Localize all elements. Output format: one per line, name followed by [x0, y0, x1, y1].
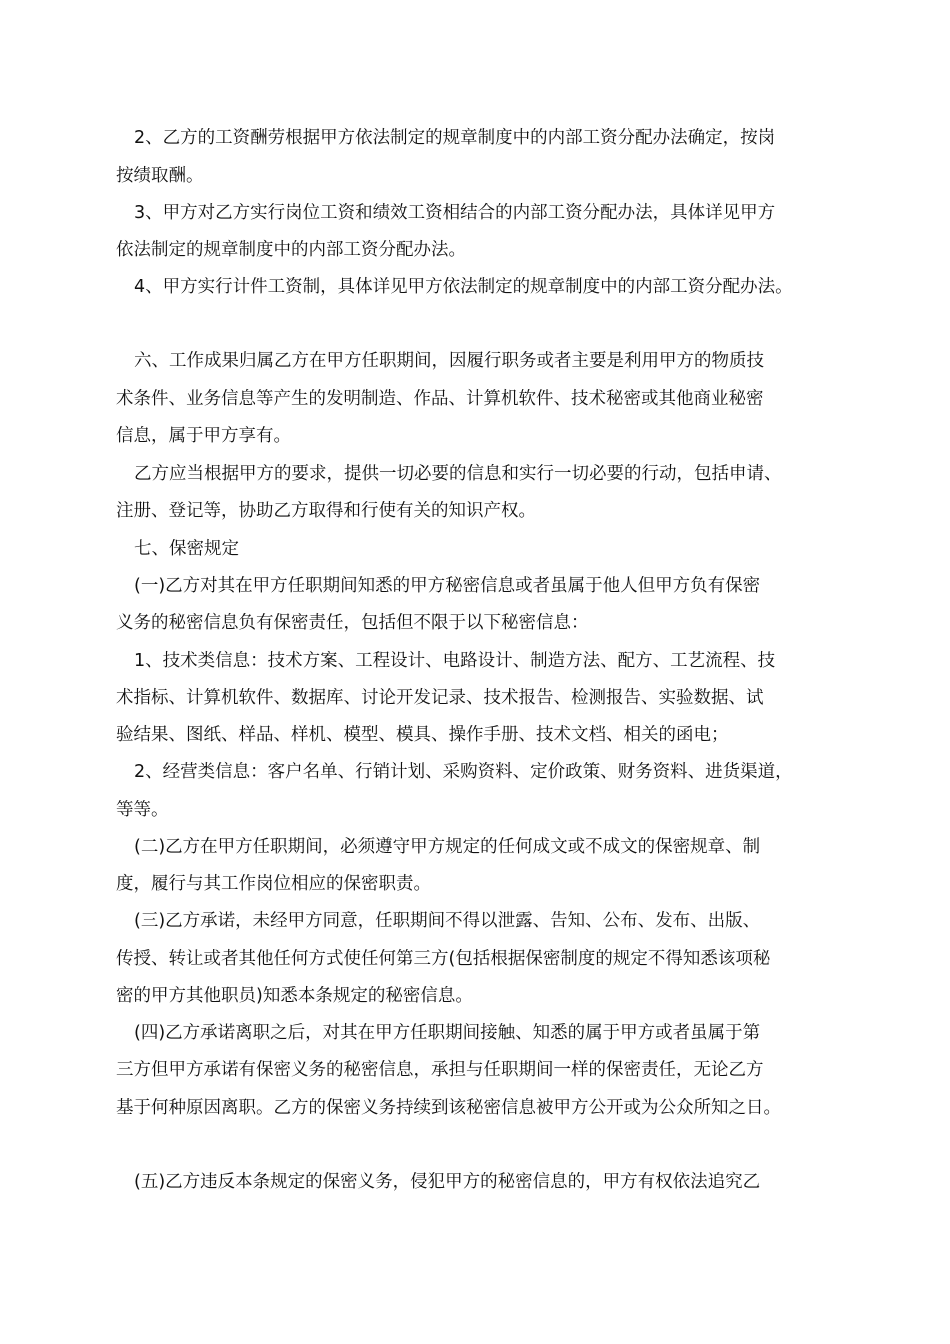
- paragraph-line: (四)乙方承诺离职之后，对其在甲方任职期间接触、知悉的属于甲方或者虽属于第: [134, 1023, 761, 1043]
- paragraph-line: (二)乙方在甲方任职期间，必须遵守甲方规定的任何成文或不成文的保密规章、制: [134, 837, 761, 857]
- paragraph-line: 传授、转让或者其他任何方式使任何第三方(包括根据保密制度的规定不得知悉该项秘: [116, 949, 771, 969]
- paragraph-line: (五)乙方违反本条规定的保密义务，侵犯甲方的秘密信息的，甲方有权依法追究乙: [134, 1172, 761, 1192]
- paragraph-line: 乙方应当根据甲方的要求，提供一切必要的信息和实行一切必要的行动，包括申请、: [134, 464, 782, 484]
- paragraph-line: 3、甲方对乙方实行岗位工资和绩效工资相结合的内部工资分配办法，具体详见甲方: [134, 203, 776, 223]
- paragraph-line: 三方但甲方承诺有保密义务的秘密信息，承担与任职期间一样的保密责任，无论乙方: [116, 1060, 764, 1080]
- paragraph-line: 2、乙方的工资酬劳根据甲方依法制定的规章制度中的内部工资分配办法确定，按岗: [134, 128, 776, 148]
- paragraph-line: 4、甲方实行计件工资制，具体详见甲方依法制定的规章制度中的内部工资分配办法。: [134, 277, 793, 297]
- paragraph-line: 基于何种原因离职。乙方的保密义务持续到该秘密信息被甲方公开或为公众所知之日。: [116, 1098, 781, 1118]
- paragraph-line: 2、经营类信息：客户名单、行销计划、采购资料、定价政策、财务资料、进货渠道，: [134, 762, 793, 782]
- section-heading-line: 六、工作成果归属乙方在甲方任职期间，因履行职务或者主要是利用甲方的物质技: [134, 351, 764, 371]
- section-heading: 七、保密规定: [134, 539, 239, 559]
- paragraph-line: 等等。: [116, 800, 169, 820]
- paragraph-line: 信息，属于甲方享有。: [116, 426, 291, 446]
- paragraph-line: 注册、登记等，协助乙方取得和行使有关的知识产权。: [116, 501, 536, 521]
- paragraph-line: 义务的秘密信息负有保密责任，包括但不限于以下秘密信息：: [116, 613, 589, 633]
- paragraph-line: 按绩取酬。: [116, 166, 204, 186]
- paragraph-line: 术指标、计算机软件、数据库、讨论开发记录、技术报告、检测报告、实验数据、试: [116, 688, 764, 708]
- paragraph-line: 密的甲方其他职员)知悉本条规定的秘密信息。: [116, 986, 473, 1006]
- paragraph-line: (一)乙方对其在甲方任职期间知悉的甲方秘密信息或者虽属于他人但甲方负有保密: [134, 576, 761, 596]
- paragraph-line: 依法制定的规章制度中的内部工资分配办法。: [116, 240, 466, 260]
- paragraph-line: 1、技术类信息：技术方案、工程设计、电路设计、制造方法、配方、工艺流程、技: [134, 651, 776, 671]
- paragraph-line: (三)乙方承诺，未经甲方同意，任职期间不得以泄露、告知、公布、发布、出版、: [134, 911, 761, 931]
- paragraph-line: 验结果、图纸、样品、样机、模型、模具、操作手册、技术文档、相关的函电；: [116, 725, 729, 745]
- paragraph-line: 度，履行与其工作岗位相应的保密职责。: [116, 874, 431, 894]
- paragraph-line: 术条件、业务信息等产生的发明制造、作品、计算机软件、技术秘密或其他商业秘密: [116, 389, 764, 409]
